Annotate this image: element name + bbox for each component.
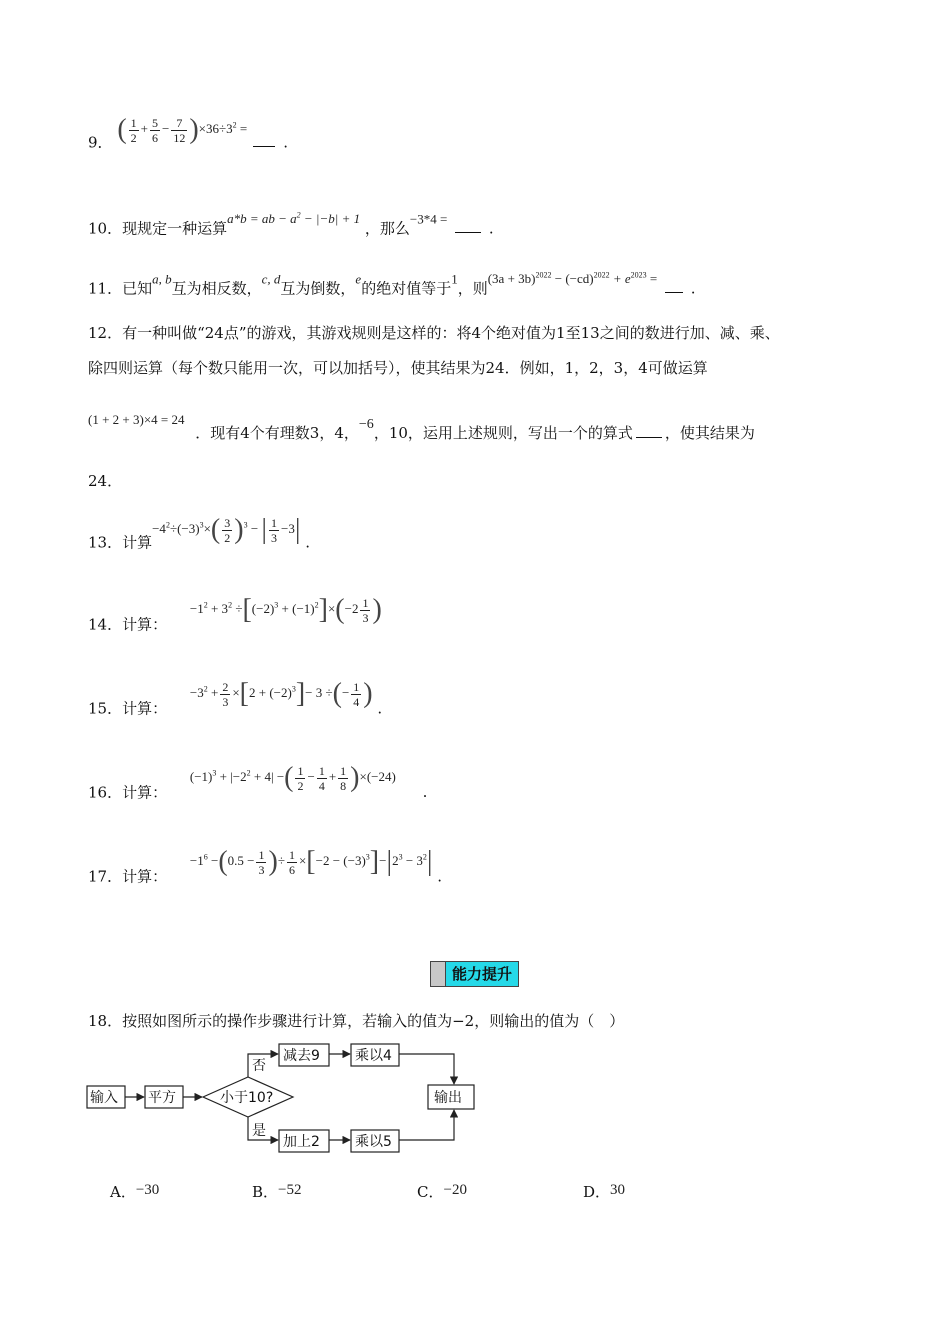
- flow-yes-label: 是: [252, 1123, 266, 1139]
- answer-blank[interactable]: [665, 292, 683, 293]
- option-d[interactable]: D．30: [583, 1182, 626, 1201]
- question-18: 18．按照如图所示的操作步骤进行计算，若输入的值为−2，则输出的值为（ ）: [88, 1012, 625, 1030]
- question-10: 10．现规定一种运算a*b = ab − $a^2 - |-b| + 1$ ，那么−3*4 = .: [88, 211, 494, 238]
- section-heading: [430, 961, 519, 987]
- question-12-line-4: 24．: [88, 472, 123, 490]
- math-expression: $-1^6 -(0.5$ − $\frac{1}{3}$ )÷ $\frac{1}{6}$ $\times[-2 - (-3)^3]-|2^3 - 3^2|$: [189, 846, 433, 878]
- question-11: 11．已知a, b互为相反数，c, d互为倒数，e的绝对值等于1，则$(3a + 3b)^{2022} - (-cd)^{2022} + e^{2023}$ = .: [88, 271, 696, 298]
- operation-definition: a*b = ab − $a^2 - |-b| + 1$: [227, 211, 361, 227]
- flow-mul4-label: 乘以4: [355, 1048, 392, 1064]
- question-9: 9． ( $\frac{1}{2}$ + $\frac{5}{6}$ − $\frac{7}{12}$ )$\times 36\div 3^2$ = .: [88, 114, 289, 152]
- math-expression: $-1^2 + 3^2 \div[(-2)^3 + (-1)^2]\times(-2$ $\frac{1}{3}$ ): [189, 594, 382, 626]
- math-expression: ( $\frac{1}{2}$ + $\frac{5}{6}$ − $\frac{7}{12}$ )$\times 36\div 3^2$ =: [117, 114, 248, 146]
- math-expression: $(-1)^3 + |-2^2 + 4|$ −( $\frac{1}{2}$ − $\frac{1}{4}$ + $\frac{1}{8}$ )×(−24): [189, 762, 396, 794]
- flow-decision-label: 小于10?: [220, 1090, 274, 1106]
- question-14: 14．计算： $-1^2 + 3^2 \div[(-2)^3 + (-1)^2]\times(-2$ $\frac{1}{3}$ ): [88, 594, 382, 634]
- math-expression: $(3a + 3b)^{2022} - (-cd)^{2022} + e^{2023}$ =: [487, 271, 658, 287]
- option-a[interactable]: A．−30: [110, 1182, 160, 1201]
- option-b[interactable]: B．−52: [252, 1182, 302, 1201]
- question-number: 9．: [88, 133, 113, 152]
- answer-blank[interactable]: [636, 437, 662, 438]
- section-title: 能力提升: [446, 962, 518, 986]
- flow-output-label: 输出: [434, 1090, 462, 1106]
- flow-square-label: 平方: [148, 1090, 176, 1106]
- question-12-line-3: (1 + 2 + 3)×4 = 24 ．现有4个有理数3，4，−6，10，运用上述规则，写出一个的算式 ，使其结果为: [88, 412, 755, 442]
- flowchart: [84, 1042, 484, 1162]
- question-13: 13．计算$-4^2\div(-3)^3\times$( $\frac{3}{2}$ )$^3$ − | $\frac{1}{3}$ −3| .: [88, 514, 311, 552]
- example-expression: (1 + 2 + 3)×4 = 24: [88, 412, 185, 427]
- section-marker: [431, 962, 446, 986]
- math-expression: $-3^2$ + $\frac{2}{3}$ $\times[2 + (-2)^3]- 3$ ÷(− $\frac{1}{4}$ ): [189, 678, 373, 710]
- question-12-line-1: 12．有一种叫做“24点”的游戏，其游戏规则是这样的：将4个绝对值为1至13之间的数进行加、减、乘、: [88, 324, 780, 342]
- flow-mul5-label: 乘以5: [355, 1134, 392, 1150]
- answer-blank[interactable]: [455, 232, 481, 233]
- question-text: 10．现规定一种运算: [88, 219, 228, 238]
- math-expression: −3*4 =: [409, 211, 448, 227]
- question-15: 15．计算： $-3^2$ + $\frac{2}{3}$ $\times[2 + (-2)^3]- 3$ ÷(− $\frac{1}{4}$ ) .: [88, 678, 383, 718]
- question-16: 16．计算： $(-1)^3 + |-2^2 + 4|$ −( $\frac{1}{2}$ − $\frac{1}{4}$ + $\frac{1}{8}$ )×(−24) .: [88, 762, 428, 802]
- math-expression: $-4^2\div(-3)^3\times$( $\frac{3}{2}$ )$^3$ − | $\frac{1}{3}$ −3|: [152, 514, 301, 546]
- flow-input-label: 输入: [90, 1090, 118, 1106]
- question-12-line-2: 除四则运算（每个数只能用一次，可以加括号），使其结果为24．例如，1，2，3，4可做运算: [88, 359, 708, 377]
- question-17: 17．计算： $-1^6 -(0.5$ − $\frac{1}{3}$ )÷ $\frac{1}{6}$ $\times[-2 - (-3)^3]-|2^3 - 3^2|$ .: [88, 846, 443, 886]
- flow-sub9-label: 减去9: [283, 1048, 320, 1064]
- answer-blank[interactable]: [253, 146, 275, 147]
- flow-no-label: 否: [252, 1058, 266, 1074]
- option-c[interactable]: C．−20: [417, 1182, 467, 1201]
- flow-add2-label: 加上2: [283, 1134, 320, 1150]
